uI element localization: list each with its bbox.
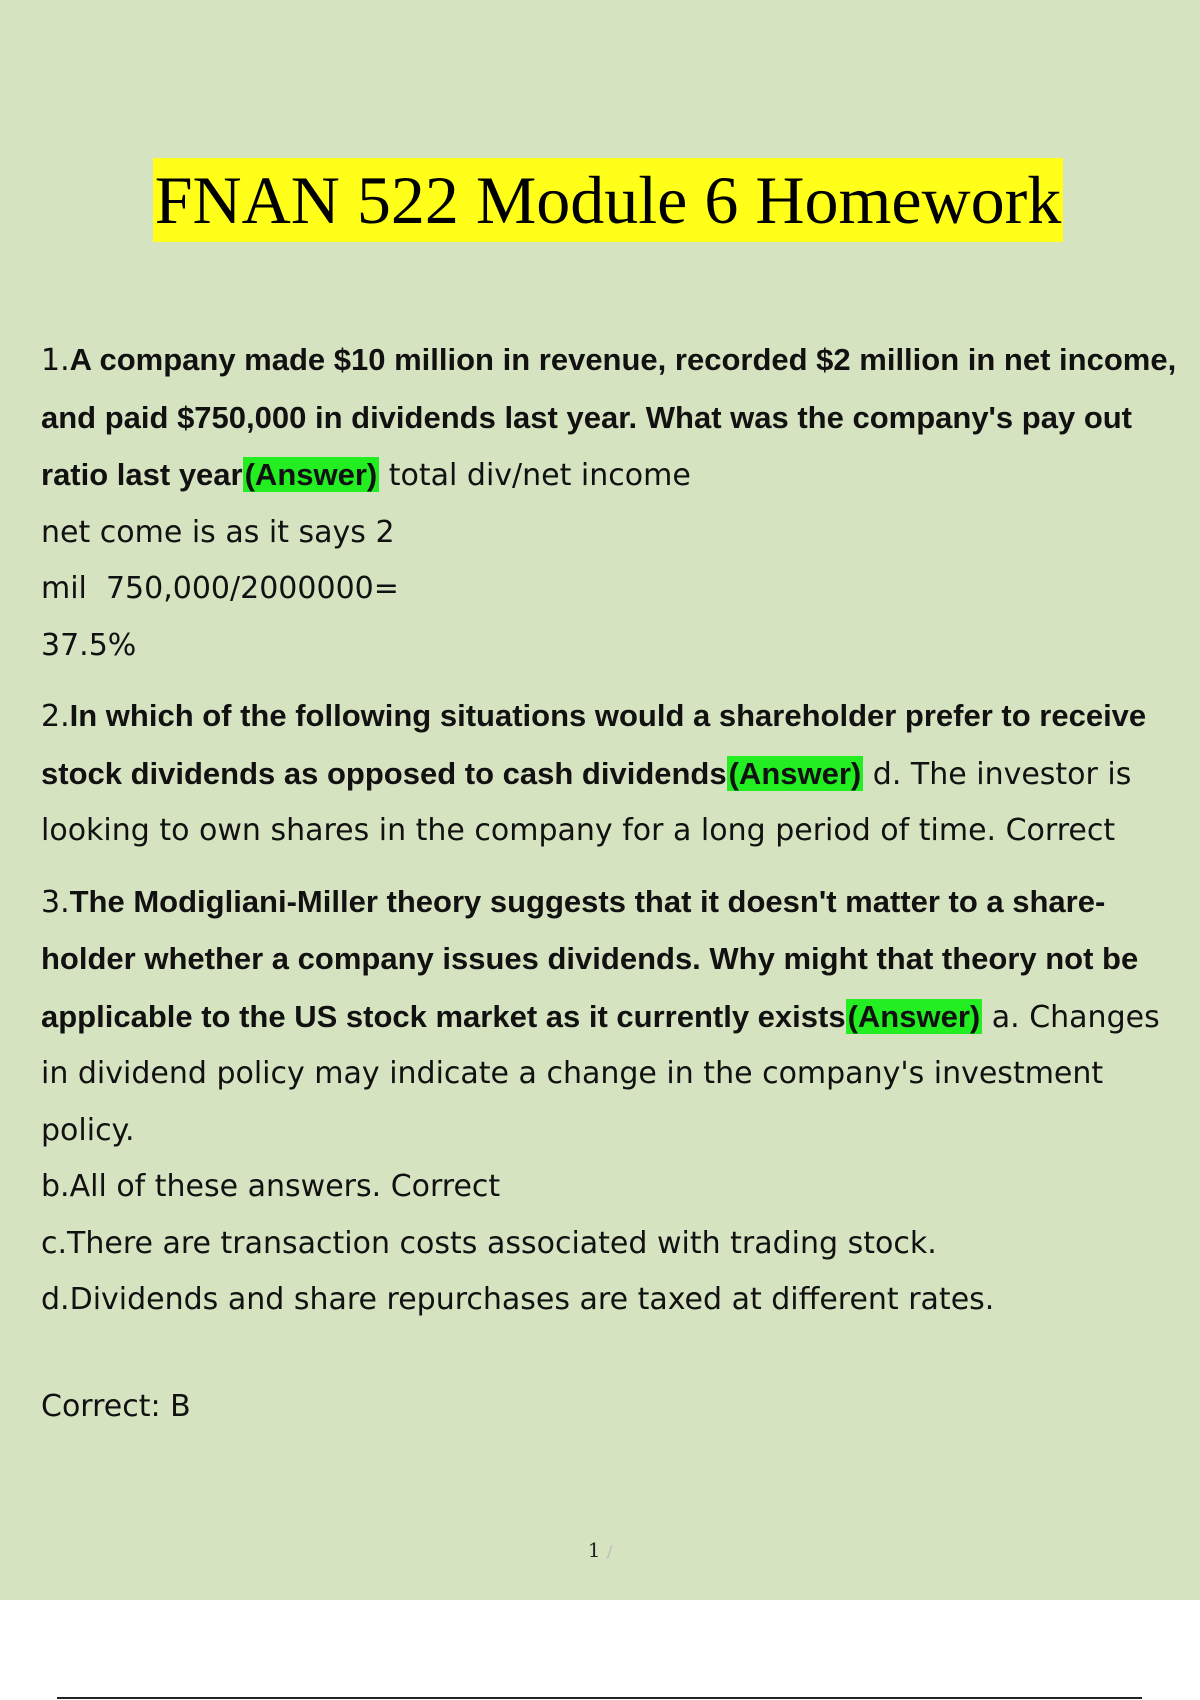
question-1-number: 1. [41,343,70,378]
question-2-number: 2. [41,699,70,734]
question-3-answer-tag: (Answer) [847,998,981,1034]
option-label: d. [41,1282,70,1317]
correct-answer: Correct: B [41,1388,191,1424]
option-text: Dividends and share repurchases are taxed at different rates. [69,1282,995,1317]
question-1-answer-line: mil 750,000/2000000= [41,571,399,606]
question-1 [41,332,1186,674]
question-3-text: The Modigliani-Miller theory suggests that it doesn't matter to a share-holder whether a company issues dividends. Why might that theory not be applicable to the US stock market as it currently exists [41,883,1139,1034]
option-b [41,1159,1186,1216]
page-number-value: 1 [587,1538,601,1562]
document-title: FNAN 522 Module 6 Homework [153,158,1064,242]
document-body [41,332,1186,1449]
question-1-answer-line: 37.5% [41,627,137,663]
bottom-divider [57,1697,1142,1699]
page-separator: / [606,1542,613,1561]
question-1-answer-line: net come is as it says 2 [41,514,395,550]
option-label: c. [41,1225,68,1261]
question-2 [41,688,1186,860]
question-2-answer-text: d. The investor is looking to own shares in the company for a long period of time. Correct [41,756,1132,848]
option-d [41,1272,1186,1329]
question-3-answer-text: a. Changes in dividend policy may indicate a change in the company's investment policy. [41,999,1160,1148]
question-3-number: 3. [41,884,70,920]
question-1-text: A company made $10 million in revenue, recorded $2 million in net income, and paid $750,000 in dividends last year. What was the company's pay out ratio last year [41,342,1177,492]
title-wrap [0,158,1200,242]
option-text: All of these answers. Correct [69,1169,501,1204]
question-3 [41,874,1186,1436]
option-c [41,1216,1186,1273]
question-2-answer-tag: (Answer) [728,755,862,791]
question-2-text: In which of the following situations would a shareholder prefer to receive stock dividends as opposed to cash dividends [41,698,1147,791]
page-number [0,1538,1200,1562]
question-1-answer-line: total div/net income [379,458,691,493]
option-text: There are transaction costs associated with trading stock. [67,1225,937,1261]
option-label: b. [41,1169,70,1204]
question-1-answer-tag: (Answer) [244,457,378,492]
